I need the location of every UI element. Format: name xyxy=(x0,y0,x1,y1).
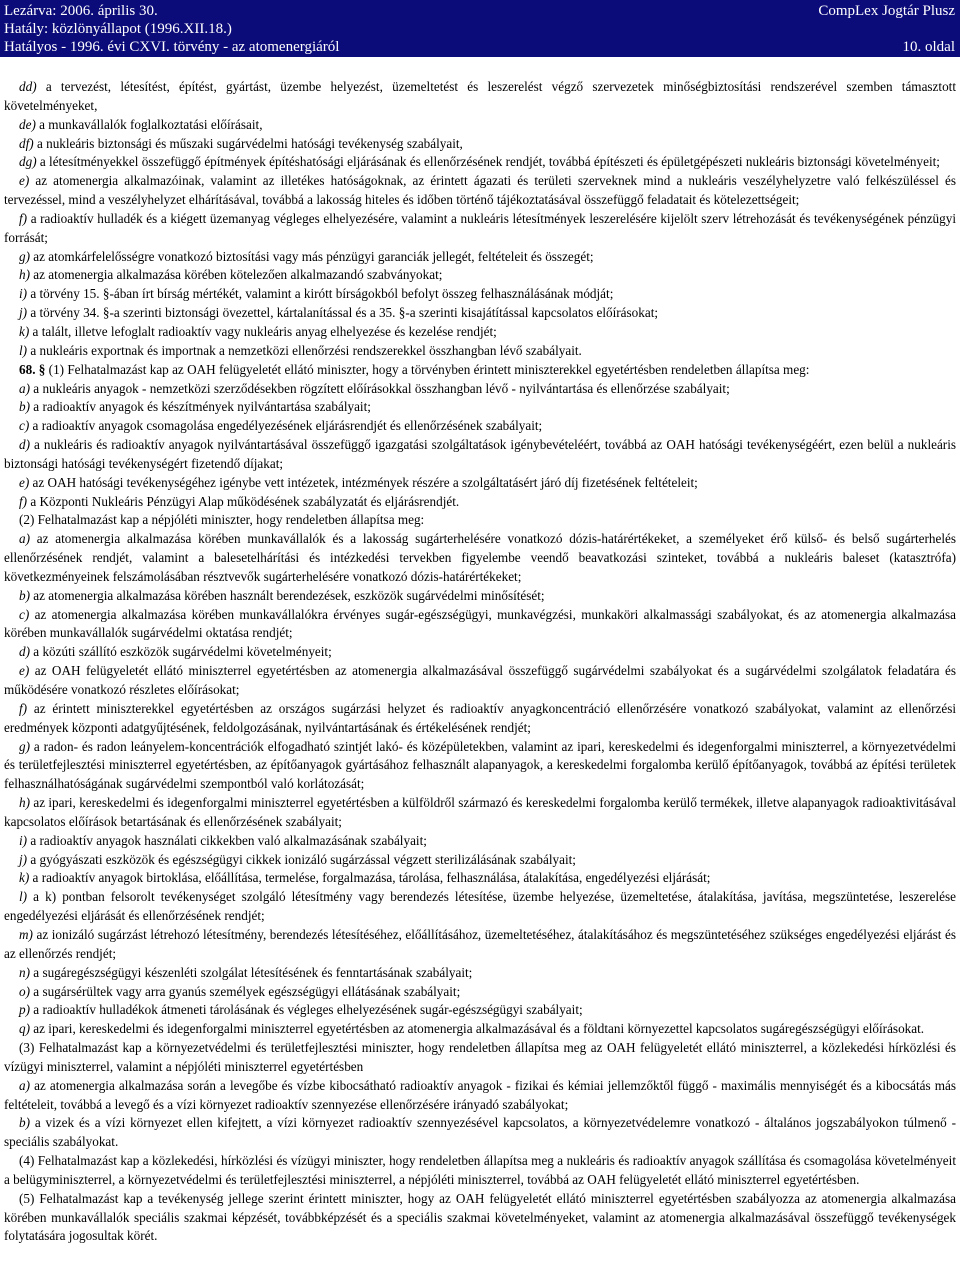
paragraph xyxy=(4,172,956,210)
paragraph xyxy=(4,248,956,267)
paragraph-text: a radioaktív hulladékok átmeneti tárolásának és végleges elhelyezésének sugár-egészségügyi szabályait; xyxy=(30,1002,583,1018)
header-closed-date: Lezárva: 2006. április 30. xyxy=(4,3,158,19)
paragraph-text: a tervezést, létesítést, építést, gyártást, üzembe helyezést, üzemeltetést és leszerelést végző szervezetek minőségbiztosítási rendszerével szemben támasztott követelményeket, xyxy=(4,79,956,113)
point-label: f) xyxy=(19,493,28,509)
paragraph xyxy=(4,964,956,983)
document-body xyxy=(4,78,956,1246)
paragraph-text: a radioaktív anyagok csomagolása engedélyezésének eljárásrendjét és ellenőrzésének szabályait; xyxy=(29,418,543,434)
point-label: e) xyxy=(19,173,30,189)
paragraph xyxy=(4,851,956,870)
paragraph-text: a radioaktív hulladék és a kiégett üzemanyag végleges elhelyezésére, valamint a nukleáris létesítmények leszerelésére kijelölt szerv létrehozását és tevékenységének pénzügyi forrását; xyxy=(4,210,956,245)
point-label: p) xyxy=(19,1002,30,1018)
paragraph xyxy=(4,285,956,304)
paragraph xyxy=(4,398,956,417)
paragraph-text: a k) pontban felsorolt tevékenységet szolgáló létesítmény vagy berendezés létesítése, üzembe helyezése, üzemeltetése, átalakítása, javítása, megszüntetése, leszerelése engedélyezési eljárását és ellenőrzésének rendjét; xyxy=(4,889,956,924)
paragraph xyxy=(4,530,956,587)
paragraph-text: a gyógyászati eszközök és egészségügyi cikkek ionizáló sugárzással végzett sterilizálásának szabályait; xyxy=(27,851,576,867)
section-number: 68. § xyxy=(19,361,46,377)
paragraph-text: a radioaktív anyagok és készítmények nyilvántartása szabályait; xyxy=(30,399,371,415)
paragraph-text: az atomkárfelelősségre vonatkozó biztosítási vagy más pénzügyi garanciák jellegét, feltételeit és összegét; xyxy=(30,248,594,264)
paragraph-text: a sugársérültek vagy arra gyanús személyek egészségügyi ellátásának szabályait; xyxy=(30,983,461,999)
point-label: f) xyxy=(19,700,28,716)
point-label: e) xyxy=(19,663,30,679)
paragraph-text: az ipari, kereskedelmi és idegenforgalmi miniszterrel egyetértésben az atomenergia alkalmazásával és a földtani környezettel kapcsolatos sugáregészségügyi előírásokat. xyxy=(30,1021,925,1037)
paragraph-text: a Központi Nukleáris Pénzügyi Alap működésének szabályzatát és eljárásrendjét. xyxy=(27,493,460,509)
header-page-number: 10. oldal xyxy=(902,39,955,55)
paragraph-text: az atomenergia alkalmazóinak, valamint az illetékes hatóságoknak, az érintett ágazati és területi szerveknek mind a nukleáris veszélyhelyzetre való felkészüléssel és tervezéssel, mind a veszélyhelyzet elhárításával, továbbá a lakosság hiteles és időben történő tájékoztatásával összefüggő feladatait és kötelezettségeit; xyxy=(4,173,956,208)
paragraph-text: az ipari, kereskedelmi és idegenforgalmi miniszterrel egyetértésben a külföldről származó és kereskedelmi forgalomba kerülő termékek, illetve alapanyagok radioaktivitásával kapcsolatos előírások betartásának és ellenőrzésének szabályait; xyxy=(4,795,956,829)
point-label: g) xyxy=(19,738,30,754)
paragraph xyxy=(4,1152,956,1190)
point-label: c) xyxy=(19,418,30,434)
paragraph xyxy=(4,643,956,662)
paragraph-text: az atomenergia alkalmazása körében kötelezően alkalmazandó szabványokat; xyxy=(30,267,443,283)
paragraph xyxy=(4,662,956,700)
paragraph-text: az OAH felügyeletét ellátó miniszterrel egyetértésben az atomenergia alkalmazásával összefüggő sugárvédelmi szabályokat és a sugárvédelmi szolgálatok feladatára és működésére vonatkozó részletes előírásokat; xyxy=(4,663,956,697)
paragraph-text: a radioaktív anyagok használati cikkekben való alkalmazásának szabályait; xyxy=(27,832,427,848)
point-label: a) xyxy=(19,1077,30,1093)
paragraph-text: az érintett miniszterekkel egyetértésben az országos sugárzási helyzet és radioaktív anyagkoncentráció ellenőrzésére vonatkozó szabályokat, valamint az ellenőrzési eredmények központi adatgyűjtésének, feldolgozásának, nyilvántartásának és értékelésének rendjét; xyxy=(4,700,956,735)
paragraph-text: a talált, illetve lefoglalt radioaktív vagy nukleáris anyag elhelyezése és kezelése rendjét; xyxy=(29,323,497,339)
point-label: i) xyxy=(19,286,28,302)
paragraph-text: a radioaktív anyagok birtoklása, előállítása, termelése, forgalmazása, tárolása, felhasználása, átalakítása, engedélyezési eljárását; xyxy=(29,870,711,886)
point-label: dg) xyxy=(19,154,37,170)
paragraph xyxy=(4,606,956,644)
paragraph-text: a törvény 15. §-ában írt bírság mértékét, valamint a kirótt bírságokból befolyt összeg felhasználásának módját; xyxy=(27,286,614,302)
paragraph-text: az OAH hatósági tevékenységéhez igénybe vett intézetek, intézmények részére a szolgáltatásért járó díj fizetésének feltételeit; xyxy=(29,474,698,490)
point-label: e) xyxy=(19,474,30,490)
point-label: h) xyxy=(19,795,30,811)
paragraph-text: az ionizáló sugárzást létrehozó létesítmény, berendezés létesítéséhez, előállításához, üzemeltetéséhez, átalakításához és megszüntetéséhez szükséges engedélyezési eljárást és az ellenőrzés rendjét; xyxy=(4,926,956,961)
paragraph xyxy=(4,794,956,832)
paragraph-text: a létesítményekkel összefüggő építmények építéshatósági eljárásának és ellenőrzésének rendjét, továbbá építészeti és épületgépészeti nukleáris biztonsági követelményeit; xyxy=(36,154,940,170)
paragraph xyxy=(4,135,956,154)
paragraph-text: az atomenergia alkalmazása körében munkavállalók és a lakosság sugárterhelésére vonatkozó dózis-határértékeket, a személyeket érő külső- és belső sugárterhelés ellenőrzésének rendjét, valamint a balesetelhárítási és intézkedési tervekben figyelembe veendő beavatkozási szinteket, továbbá a nukleáris baleset (katasztrófa) következményeinek felszámolásában résztvevők sugárterhelésére vonatkozó dózis-határértékeket; xyxy=(4,531,956,584)
point-label: b) xyxy=(19,587,30,603)
paragraph-text: a közúti szállító eszközök sugárvédelmi követelményeit; xyxy=(30,644,332,660)
paragraph-text: a vizek és a vízi környezet ellen kifejtett, a vízi környezet radioaktív szennyezésével kapcsolatos, a környezetvédelemre vonatkozó - általános jogszabályokon túlmenő - speciális szabályokat. xyxy=(4,1115,956,1150)
paragraph xyxy=(4,78,956,116)
paragraph-text: a sugáregészségügyi készenléti szolgálat létesítésének és fenntartásának szabályait; xyxy=(30,964,473,980)
paragraph-text: az atomenergia alkalmazása során a levegőbe és vízbe kibocsátható radioaktív anyagok - fizikai és kémiai jellemzőktől függő - maximális mennyiségét és a kibocsátás más feltételeit, továbbá a levegő és a vízi környezet radioaktív szennyezése ellenőrzésére irányadó szabályokat; xyxy=(4,1077,956,1112)
point-label: b) xyxy=(19,1115,30,1131)
paragraph xyxy=(4,1001,956,1020)
point-label: df) xyxy=(19,135,34,151)
paragraph xyxy=(4,304,956,323)
point-label: b) xyxy=(19,399,30,415)
point-label: l) xyxy=(19,889,28,905)
point-label: d) xyxy=(19,437,30,453)
paragraph-text: (2) Felhatalmazást kap a népjóléti miniszter, hogy rendeletben állapítsa meg: xyxy=(19,512,425,528)
paragraph-text: a nukleáris anyagok - nemzetközi szerződésekben rögzített előírásokkal összhangban lévő - nyilvántartása és ellenőrzése szabályait; xyxy=(30,380,730,396)
paragraph-text: (5) Felhatalmazást kap a tevékenység jellege szerint érintett miniszter, hogy az OAH felügyeletét ellátó miniszterrel egyetértésben szabályozza az atomenergia alkalmazása körében munkavállalók speciális szakmai képzését, továbbképzését és a speciális szakmai követelményeket, valamint az atomenergia alkalmazásával összefüggő tevékenységek folytatására jogosultak körét. xyxy=(4,1190,956,1244)
paragraph xyxy=(4,153,956,172)
document-header xyxy=(0,0,960,57)
header-product-name: CompLex Jogtár Plusz xyxy=(818,3,955,19)
paragraph xyxy=(4,832,956,851)
paragraph xyxy=(4,926,956,964)
paragraph xyxy=(4,738,956,795)
paragraph xyxy=(4,1077,956,1115)
paragraph xyxy=(4,511,956,530)
paragraph xyxy=(4,116,956,135)
point-label: j) xyxy=(19,851,28,867)
paragraph xyxy=(4,266,956,285)
paragraph xyxy=(4,474,956,493)
paragraph xyxy=(4,436,956,474)
paragraph-text: a nukleáris és radioaktív anyagok nyilvántartásával összefüggő igazgatási szolgáltatások igénybevételéért, továbbá az OAH hatósági tevékenységéért, ezen belül a nukleáris biztonsági hatósági tevékenységért fizetendő díjakat; xyxy=(4,437,956,471)
point-label: q) xyxy=(19,1021,30,1037)
point-label: k) xyxy=(19,323,30,339)
point-label: d) xyxy=(19,644,30,660)
paragraph xyxy=(4,1190,956,1247)
header-effect-state: Hatály: közlönyállapot (1996.XII.18.) xyxy=(4,21,232,37)
paragraph xyxy=(4,417,956,436)
paragraph xyxy=(4,1039,956,1077)
point-label: a) xyxy=(19,531,30,547)
paragraph xyxy=(4,983,956,1002)
paragraph-text: az atomenergia alkalmazása körében használt berendezések, eszközök sugárvédelmi minősítését; xyxy=(30,587,545,603)
paragraph-text: a nukleáris biztonsági és műszaki sugárvédelmi hatósági tevékenység szabályait, xyxy=(33,135,463,151)
point-label: f) xyxy=(19,210,28,226)
paragraph-text: a nukleáris exportnak és importnak a nemzetközi ellenőrzési rendszerekkel összhangban lévő szabályait. xyxy=(27,342,582,358)
paragraph-text: (4) Felhatalmazást kap a közlekedési, hírközlési és vízügyi miniszter, hogy rendeletben állapítsa meg a nukleáris és radioaktív anyagok szállítása és csomagolása követelményeit a belügyminiszterrel, a környezetvédelmi és területfejlesztési miniszterrel, a népjóléti miniszterrel, továbbá az OAH felügyeletét ellátó miniszterrel egyetértésben. xyxy=(4,1153,956,1187)
paragraph xyxy=(4,587,956,606)
paragraph-text: az atomenergia alkalmazása körében munkavállalókra érvényes sugár-egészségügyi, munkavégzési, munkaköri alkalmassági szabályokat, és az atomenergia alkalmazása körében munkavállalók sugárvédelmi oktatása rendjét; xyxy=(4,606,956,641)
point-label: l) xyxy=(19,342,28,358)
paragraph xyxy=(4,361,956,380)
point-label: j) xyxy=(19,305,28,321)
paragraph-text: a radon- és radon leányelem-koncentrációk elfogadható szintjét lakó- és középületekben, valamint az ipari, kereskedelmi és idegenforgalmi miniszterrel, a környezetvédelmi és területfejlesztési miniszterrel egyetértésben, az építőanyagok gyártásához felhasznált alapanyagok, a kereskedelmi forgalomba kerülő építőanyagok, továbbá az építési területek felhasználhatóságának sugárvédelmi szempontból való korlátozását; xyxy=(4,738,956,792)
point-label: h) xyxy=(19,267,30,283)
point-label: k) xyxy=(19,870,30,886)
point-label: g) xyxy=(19,248,30,264)
point-label: dd) xyxy=(19,79,37,94)
point-label: m) xyxy=(19,926,33,942)
paragraph xyxy=(4,1020,956,1039)
paragraph-text: (1) Felhatalmazást kap az OAH felügyeletét ellátó miniszter, hogy a törvényben érintett miniszterekkel egyetértésben rendeletben állapítsa meg: xyxy=(45,361,810,377)
paragraph xyxy=(4,493,956,512)
paragraph xyxy=(4,888,956,926)
point-label: de) xyxy=(19,116,36,132)
point-label: i) xyxy=(19,832,28,848)
point-label: n) xyxy=(19,964,30,980)
paragraph-text: (3) Felhatalmazást kap a környezetvédelmi és területfejlesztési miniszter, hogy rendeletben állapítsa meg az OAH felügyeletét ellátó miniszterrel, a közlekedési hírközlési és vízügyi miniszterrel, valamint a népjóléti miniszterrel egyetértésben xyxy=(4,1040,956,1074)
paragraph xyxy=(4,323,956,342)
paragraph xyxy=(4,869,956,888)
paragraph-text: a törvény 34. §-a szerinti biztonsági övezettel, kártalanítással és a 35. §-a szerinti kisajátítással kapcsolatos előírásokat; xyxy=(27,305,659,321)
point-label: o) xyxy=(19,983,30,999)
paragraph xyxy=(4,342,956,361)
header-law-title: Hatályos - 1996. évi CXVI. törvény - az atomenergiáról xyxy=(4,39,340,55)
paragraph xyxy=(4,210,956,248)
paragraph xyxy=(4,380,956,399)
point-label: c) xyxy=(19,606,30,622)
point-label: a) xyxy=(19,380,30,396)
paragraph xyxy=(4,700,956,738)
paragraph xyxy=(4,1114,956,1152)
paragraph-text: a munkavállalók foglalkoztatási előírásait, xyxy=(35,116,263,132)
